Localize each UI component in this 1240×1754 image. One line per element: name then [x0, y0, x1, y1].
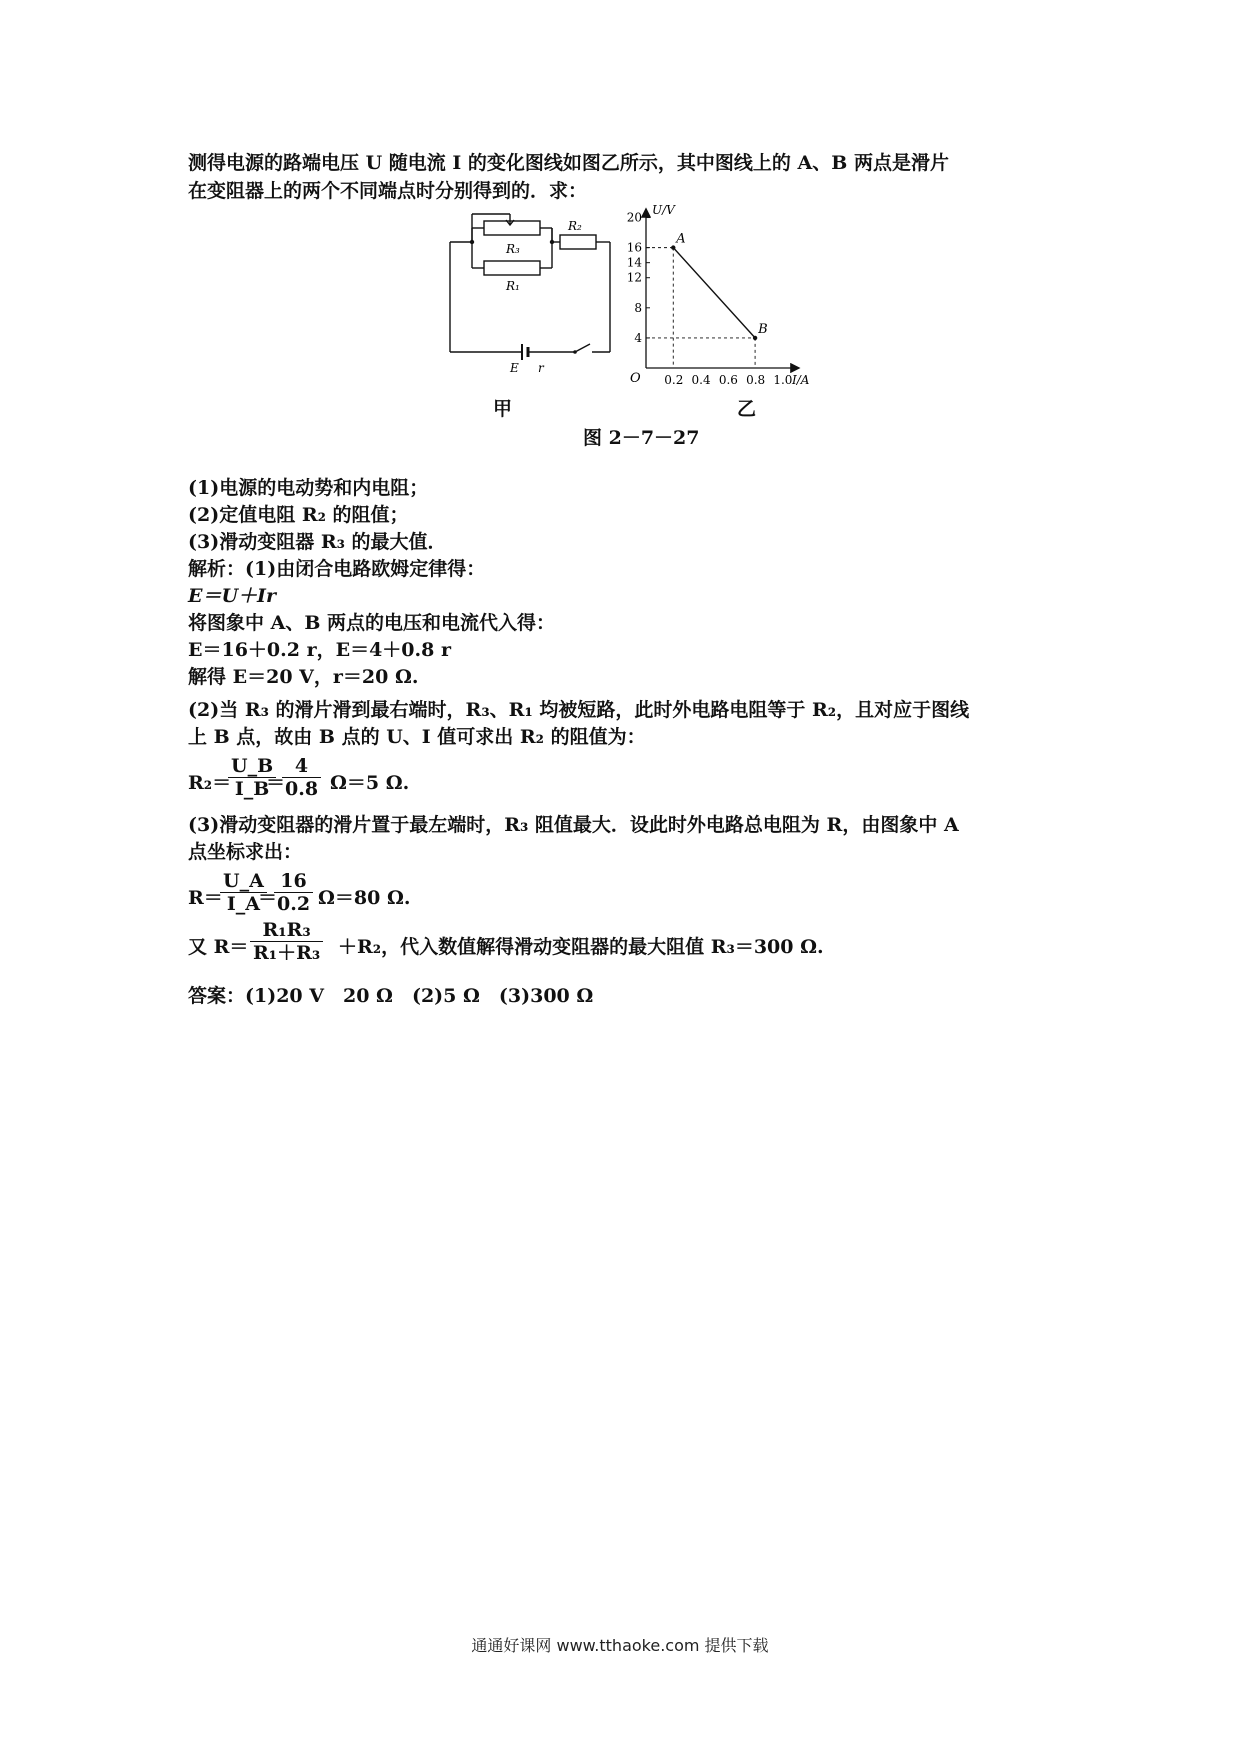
eq2-fraction-numeric — [274, 870, 313, 915]
x-tick-label: 1.0 — [773, 373, 793, 387]
y-tick-label: 14 — [626, 255, 642, 270]
y-tick-label: 4 — [634, 330, 642, 345]
u-i-chart — [610, 200, 820, 390]
eq2-lhs: R＝ — [188, 887, 223, 909]
question-1: (1)电源的电动势和内电阻； — [188, 477, 429, 499]
answer-line: 答案：(1)20 V 20 Ω (2)5 Ω (3)300 Ω — [188, 985, 594, 1007]
eq1-equals: ＝ — [266, 772, 286, 794]
eq2-numerator: U_A — [220, 870, 267, 893]
x-axis-label: I/A — [792, 373, 810, 387]
page-footer: 通通好课网 www.tthaoke.com 提供下载 — [471, 1636, 769, 1655]
eq1-numerator: U_B — [228, 755, 276, 778]
circuit-caption: 甲 — [493, 398, 513, 420]
eq1-rhs: Ω＝5 Ω. — [330, 772, 410, 794]
circuit-diagram — [440, 212, 620, 382]
question-3: (3)滑动变阻器 R₃ 的最大值． — [188, 531, 447, 553]
eq1-denominator-value: 0.8 — [285, 778, 319, 800]
solution-line-4: E＝16＋0.2 r，E＝4＋0.8 r — [188, 639, 451, 661]
x-tick-label: 0.4 — [691, 373, 711, 387]
emf-label: E — [510, 361, 519, 375]
data-point — [753, 336, 757, 340]
data-line — [673, 248, 755, 338]
y-tick-label: 12 — [626, 270, 642, 285]
eq3-lhs: 又 R＝ — [188, 936, 249, 958]
eq1-fraction-numeric — [282, 755, 321, 800]
eq1-denominator: I_B — [234, 778, 270, 800]
eq1-numerator-value: 4 — [282, 755, 321, 778]
origin-label: O — [630, 371, 641, 386]
solution-line-8: (3)滑动变阻器的滑片置于最左端时，R₃ 阻值最大．设此时外电路总电阻为 R，由图象中 A — [188, 814, 959, 836]
y-axis-label: U/V — [652, 203, 675, 217]
r3-label: R₃ — [506, 242, 520, 256]
figure-caption: 图 2－7－27 — [583, 427, 700, 449]
y-tick-label: 8 — [634, 300, 642, 315]
eq2-equals: ＝ — [258, 887, 278, 909]
y-tick-label: 20 — [626, 210, 642, 225]
eq3-rhs: ＋R₂，代入数值解得滑动变阻器的最大阻值 R₃＝300 Ω. — [338, 936, 824, 958]
eq2-numerator-value: 16 — [274, 870, 313, 893]
solution-line-1: 解析：(1)由闭合电路欧姆定律得： — [188, 558, 486, 580]
question-2: (2)定值电阻 R₂ 的阻值； — [188, 504, 409, 526]
solution-line-2: E＝U＋Ir — [188, 585, 276, 607]
solution-line-3: 将图象中 A、B 两点的电压和电流代入得： — [188, 612, 556, 634]
intro-line-1: 测得电源的路端电压 U 随电流 I 的变化图线如图乙所示，其中图线上的 A、B 两点是滑片 — [188, 152, 949, 174]
x-tick-label: 0.2 — [664, 373, 684, 387]
x-tick-label: 0.8 — [746, 373, 766, 387]
data-point — [671, 245, 675, 249]
eq2-denominator-value: 0.2 — [277, 893, 311, 915]
x-tick-label: 0.6 — [718, 373, 738, 387]
point-label: B — [758, 321, 768, 337]
r1-label: R₁ — [506, 279, 520, 293]
eq2-denominator: I_A — [226, 893, 260, 915]
solution-line-7: 上 B 点，故由 B 点的 U、I 值可求出 R₂ 的阻值为： — [188, 726, 646, 748]
intro-line-2: 在变阻器上的两个不同端点时分别得到的．求： — [188, 180, 588, 202]
eq3-fraction — [250, 919, 323, 964]
solution-line-5: 解得 E＝20 V，r＝20 Ω. — [188, 666, 419, 688]
eq2-rhs: Ω＝80 Ω. — [318, 887, 411, 909]
y-tick-label: 16 — [626, 240, 642, 255]
internal-resistance-label: r — [538, 361, 544, 375]
eq1-lhs: R₂＝ — [188, 772, 232, 794]
eq3-numerator: R₁R₃ — [250, 919, 323, 942]
eq3-denominator: R₁＋R₃ — [253, 942, 321, 964]
chart-caption: 乙 — [737, 398, 757, 420]
solution-line-6: (2)当 R₃ 的滑片滑到最右端时，R₃、R₁ 均被短路，此时外电路电阻等于 R₂，且对应于图线 — [188, 699, 970, 721]
point-label: A — [676, 231, 686, 247]
r2-label: R₂ — [568, 219, 582, 233]
solution-line-9: 点坐标求出： — [188, 841, 303, 863]
